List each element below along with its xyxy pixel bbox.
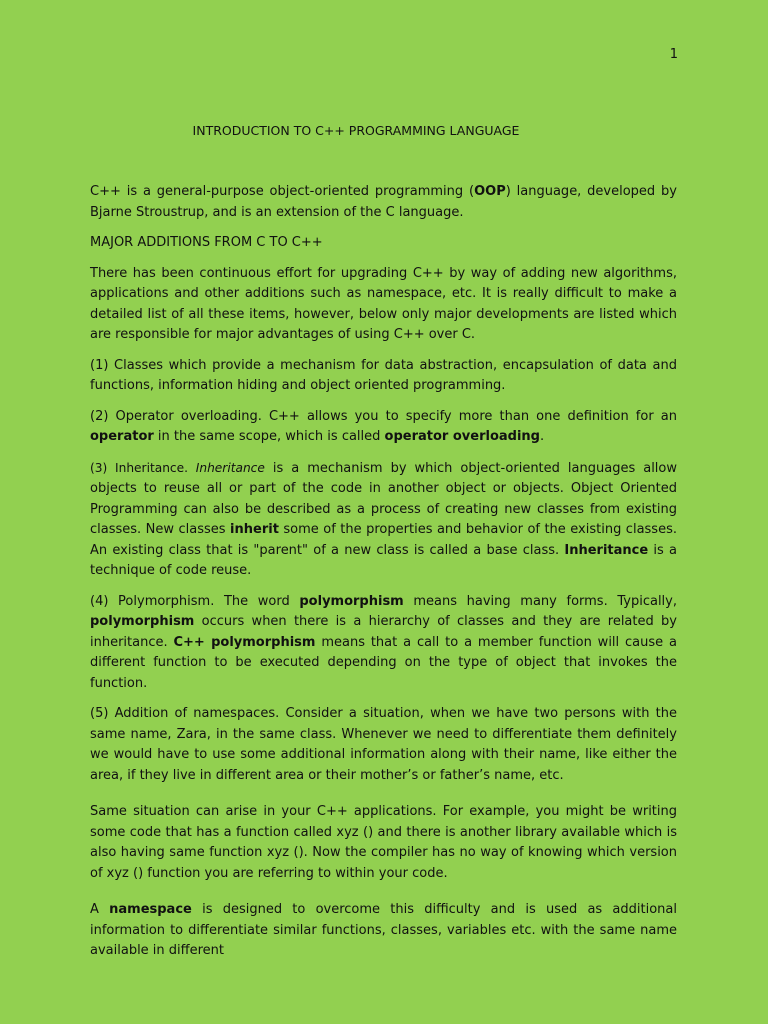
item-polymorphism: (4) Polymorphism. The word polymorphism means having many forms. Typically, polymorphism occurs when there is a hierarchy of classes and they are related by inheritance. C++ polymorphism means that a call to a member function will cause a different function to be executed depending on the type of object that invokes the function. bbox=[90, 593, 677, 691]
document-body bbox=[90, 182, 677, 972]
bold-term-namespace: namespace bbox=[109, 902, 192, 917]
situation-paragraph: Same situation can arise in your C++ applications. For example, you might be writing some code that has a function called xyz () and there is another library available which is also having same function xyz (). Now the compiler has no way of knowing which version of xyz () function you are referring to within your code. bbox=[90, 804, 677, 881]
item-operator-overloading: (2) Operator overloading. C++ allows you to specify more than one definition for an operator in the same scope, which is called operator overloading. bbox=[90, 408, 677, 444]
item-inheritance: (3) Inheritance. Inheritance is a mechanism by which object-oriented languages allow objects to reuse all or part of the code in another object or objects. Object Oriented Programming can also be described as a process of creating new classes from existing classes. New classes inherit some of the properties and behavior of the existing classes. An existing class that is "parent" of a new class is called a base class. Inheritance is a technique of code reuse. bbox=[90, 460, 678, 578]
page-number: 1 bbox=[669, 47, 678, 62]
namespace-paragraph: A namespace is designed to overcome this difficulty and is used as additional information to differentiate similar functions, classes, variables etc. with the same name available in different bbox=[90, 902, 677, 958]
item-namespaces: (5) Addition of namespaces. Consider a situation, when we have two persons with the same name, Zara, in the same class. Whenever we need to differentiate them definitely we would have to use some additional information along with their name, like either the area, if they live in different area or their mother’s or father’s name, etc. bbox=[90, 706, 677, 783]
section-heading: MAJOR ADDITIONS FROM C TO C++ bbox=[90, 235, 323, 250]
bold-term-inheritance: Inheritance bbox=[564, 542, 649, 558]
bold-term-cpp-polymorphism: C++ polymorphism bbox=[173, 634, 316, 650]
bold-term-operator-overloading: operator overloading bbox=[384, 429, 540, 444]
bold-term-operator: operator bbox=[90, 429, 154, 444]
intro-paragraph: C++ is a general-purpose object-oriented programming (OOP) language, developed by Bjarne Stroustrup, and is an extension of the C language. bbox=[90, 184, 677, 220]
bold-term-polymorphism-2: polymorphism bbox=[90, 614, 195, 629]
document-title: INTRODUCTION TO C++ PROGRAMMING LANGUAGE bbox=[192, 123, 520, 138]
italic-term-inheritance: Inheritance bbox=[195, 460, 265, 475]
bold-term-inherit: inherit bbox=[230, 522, 279, 537]
overview-paragraph: There has been continuous effort for upgrading C++ by way of adding new algorithms, applications and other additions such as namespace, etc. It is really difficult to make a detailed list of all these items, however, below only major developments are listed which are responsible for major advantages of using C++ over C. bbox=[90, 265, 677, 342]
item-classes: (1) Classes which provide a mechanism for data abstraction, encapsulation of data and functions, information hiding and object oriented programming. bbox=[90, 357, 677, 393]
bold-term-oop: OOP bbox=[474, 184, 506, 199]
bold-term-polymorphism: polymorphism bbox=[299, 593, 404, 609]
